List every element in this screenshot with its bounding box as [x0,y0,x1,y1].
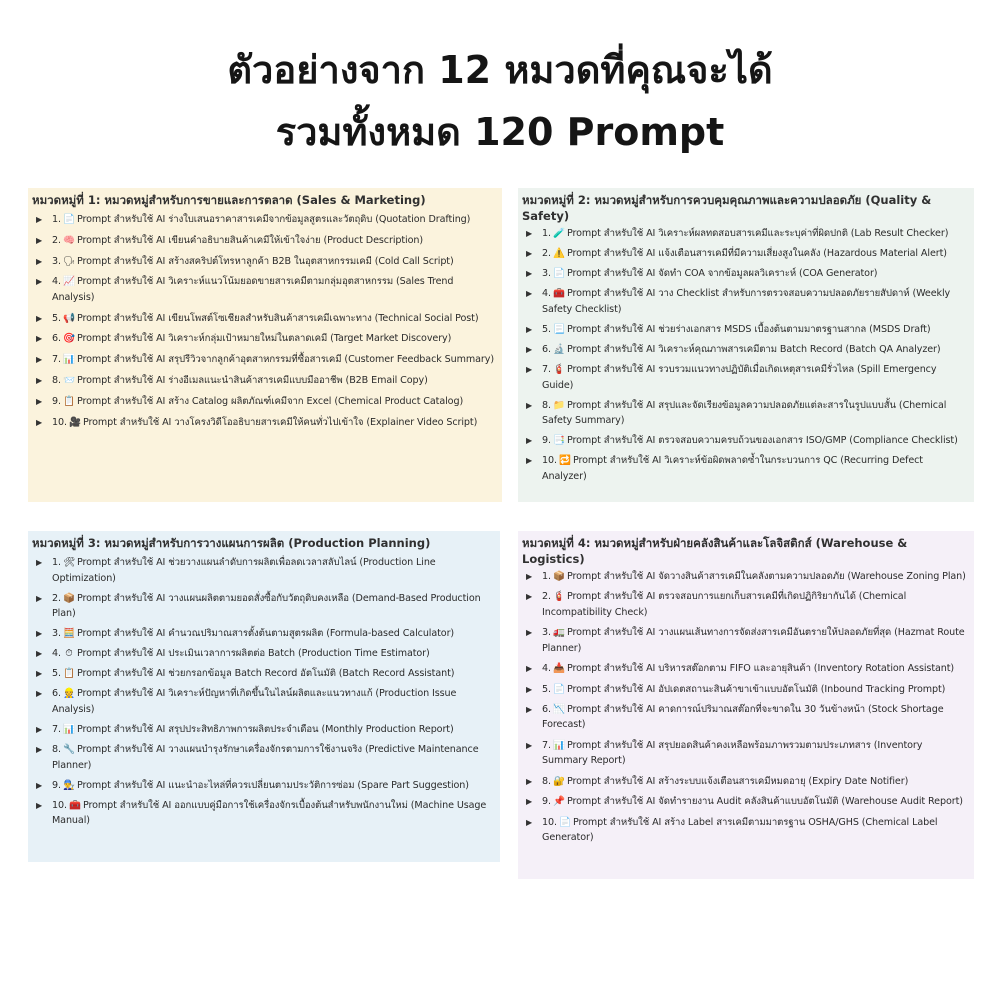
item-text: Prompt สำหรับใช้ AI สรุปประสิทธิภาพการผลิตประจำเดือน (Monthly Production Report) [76,724,454,736]
item-number: 3. [52,628,61,640]
toggle-triangle-icon[interactable]: ▶ [36,215,43,224]
prompt-list-item[interactable] [522,738,970,769]
item-number: 3. [542,268,551,280]
item-emoji-icon: 🧯 [553,591,565,603]
item-number: 2. [52,592,61,604]
prompt-list-item[interactable] [522,362,970,393]
category-panel-sales-marketing [28,188,502,502]
prompt-list-item[interactable] [32,311,498,327]
item-emoji-icon: 📦 [553,571,565,582]
prompt-list-item[interactable] [522,433,970,449]
item-emoji-icon: 📢 [63,312,75,324]
item-text: Prompt สำหรับใช้ AI เขียนคำอธิบายสินค้าเคมีให้เข้าใจง่าย (Product Description) [76,234,423,246]
item-number: 7. [542,364,551,376]
prompt-list-item[interactable] [522,226,970,242]
toggle-triangle-icon[interactable]: ▶ [36,376,43,386]
toggle-triangle-icon[interactable]: ▶ [36,593,43,603]
item-emoji-icon: 📨 [63,375,75,387]
item-text: Prompt สำหรับใช้ AI สร้าง Catalog ผลิตภัณฑ์เคมีจาก Excel (Chemical Product Catalog) [76,395,464,407]
item-number: 6. [52,688,61,700]
prompt-list-item[interactable] [522,246,970,262]
toggle-triangle-icon[interactable]: ▶ [526,776,533,786]
prompt-list-item[interactable] [32,274,498,305]
item-text: Prompt สำหรับใช้ AI ออกแบบคู่มือการใช้เครื่องจักรเบื้องต้นสำหรับพนักงานใหม่ (Machine Usage Manual) [52,799,487,827]
toggle-triangle-icon[interactable]: ▶ [526,684,533,694]
item-text: Prompt สำหรับใช้ AI ประเมินเวลาการผลิตต่อ Batch (Production Time Estimator) [76,648,430,660]
prompt-list-item[interactable] [32,331,498,347]
item-emoji-icon: 📊 [63,354,75,366]
item-emoji-icon: 📃 [553,323,565,335]
prompt-list-item[interactable] [522,702,970,733]
prompt-list-item[interactable] [32,233,498,249]
toggle-triangle-icon[interactable]: ▶ [526,229,533,238]
item-emoji-icon: 👷 [63,688,75,700]
toggle-triangle-icon[interactable]: ▶ [526,664,533,674]
item-text: Prompt สำหรับใช้ AI จัดวางสินค้าสารเคมีในคลังตามความปลอดภัย (Warehouse Zoning Plan) [566,571,966,582]
prompt-list-item[interactable] [522,682,970,698]
category-title: หมวดหมู่ที่ 4: หมวดหมู่สำหรับฝ่ายคลังสินค้าและโลจิสติกส์ (Warehouse & Logistics) [522,536,908,566]
item-number: 5. [52,668,61,680]
item-text: Prompt สำหรับใช้ AI ช่วยร่างเอกสาร MSDS เบื้องต้นตามมาตรฐานสากล (MSDS Draft) [566,323,931,335]
prompt-list-item[interactable] [32,742,496,773]
toggle-triangle-icon[interactable]: ▶ [36,334,43,344]
item-text: Prompt สำหรับใช้ AI คำนวณปริมาณสารตั้งต้นตามสูตรผลิต (Formula-based Calculator) [76,628,455,640]
category-panel-warehouse-logistics [518,531,974,879]
item-emoji-icon: 🔬 [553,343,565,355]
prompt-list-item[interactable] [32,591,496,622]
toggle-triangle-icon[interactable]: ▶ [36,355,43,365]
item-text: Prompt สำหรับใช้ AI สรุปรีวิวจากลูกค้าอุตสาหกรรมที่ซื้อสารเคมี (Customer Feedback Summary) [76,354,494,366]
toggle-triangle-icon[interactable]: ▶ [526,324,533,334]
item-number: 4. [52,276,61,288]
item-text: Prompt สำหรับใช้ AI ช่วยวางแผนลำดับการผลิตเพื่อลดเวลาสลับไลน์ (Production Line Optimization) [52,557,436,584]
toggle-triangle-icon[interactable]: ▶ [36,725,43,735]
item-emoji-icon: 📦 [63,592,75,604]
item-emoji-icon: 📁 [553,399,565,411]
toggle-triangle-icon[interactable]: ▶ [36,745,43,755]
toggle-triangle-icon[interactable]: ▶ [36,277,43,287]
toggle-triangle-icon[interactable]: ▶ [526,592,533,602]
item-emoji-icon: 📄 [553,268,565,280]
prompt-list-item[interactable] [522,398,970,429]
item-number: 9. [542,435,551,447]
item-text: Prompt สำหรับใช้ AI วิเคราะห์แนวโน้มยอดขายสารเคมีตามกลุ่มอุตสาหกรรม (Sales Trend Analysis) [52,276,454,303]
item-emoji-icon: 🧮 [63,628,75,640]
item-number: 1. [52,214,61,225]
toggle-triangle-icon[interactable]: ▶ [36,256,43,266]
prompt-list-item[interactable] [32,373,498,389]
item-text: Prompt สำหรับใช้ AI แจ้งเตือนสารเคมีที่มีความเสี่ยงสูงในคลัง (Hazardous Material Alert) [566,248,947,260]
item-emoji-icon: 📋 [63,668,75,680]
item-number: 6. [542,343,551,355]
item-emoji-icon: 🧰 [553,288,565,300]
toggle-triangle-icon[interactable]: ▶ [526,704,533,714]
prompt-list-item[interactable] [522,661,970,677]
toggle-triangle-icon[interactable]: ▶ [36,313,43,323]
item-text: Prompt สำหรับใช้ AI บริหารสต๊อกตาม FIFO และอายุสินค้า (Inventory Rotation Assistant) [566,663,955,675]
prompt-list-item[interactable] [522,266,970,282]
item-emoji-icon: 🔐 [553,775,565,787]
item-text: Prompt สำหรับใช้ AI วิเคราะห์คุณภาพสารเคมีตาม Batch Record (Batch QA Analyzer) [566,343,941,355]
item-text: Prompt สำหรับใช้ AI ร่างใบเสนอราคาสารเคมีจากข้อมูลสูตรและวัตถุดิบ (Quotation Drafting) [76,214,471,225]
item-text: Prompt สำหรับใช้ AI สรุปและจัดเรียงข้อมูลความปลอดภัยแต่ละสารในรูปแบบสั้น (Chemical Safety Summary) [542,399,947,427]
item-number: 8. [542,399,551,411]
item-number: 6. [52,333,61,345]
prompt-list-item[interactable] [32,394,498,410]
item-number: 5. [542,683,551,695]
item-emoji-icon: 📑 [553,435,565,447]
item-number: 10. [52,416,67,428]
category-panel-quality-safety [518,188,974,502]
item-text: Prompt สำหรับใช้ AI วิเคราะห์ปัญหาที่เกิดขึ้นในไลน์ผลิตและแนวทางแก้ (Production Issue Analysis) [52,688,457,715]
prompt-list-item[interactable] [522,774,970,790]
prompt-list-item[interactable] [522,453,970,484]
item-number: 8. [542,775,551,787]
toggle-triangle-icon[interactable]: ▶ [36,235,43,245]
item-emoji-icon: 🧠 [63,234,75,246]
item-emoji-icon: 📥 [553,663,565,675]
item-text: Prompt สำหรับใช้ AI วางแผนผลิตตามยอดสั่งซื้อกับวัตถุดิบคงเหลือ (Demand-Based Production Plan) [52,592,481,620]
toggle-triangle-icon[interactable]: ▶ [526,797,533,807]
toggle-triangle-icon[interactable]: ▶ [36,558,43,567]
item-text: Prompt สำหรับใช้ AI จัดทำ COA จากข้อมูลผลวิเคราะห์ (COA Generator) [566,268,878,280]
prompt-list-item[interactable] [522,569,970,585]
item-text: Prompt สำหรับใช้ AI ร่างอีเมลแนะนำสินค้าสารเคมีแบบมืออาชีพ (B2B Email Copy) [76,375,428,387]
item-number: 1. [542,571,551,582]
item-emoji-icon: 📊 [553,739,565,751]
item-number: 8. [52,744,61,756]
item-number: 2. [542,248,551,260]
item-number: 1. [542,228,551,239]
item-text: Prompt สำหรับใช้ AI สรุปยอดสินค้าคงเหลือพร้อมภาพรวมตามประเภทสาร (Inventory Summary Report) [542,739,923,767]
prompt-list [32,212,498,430]
item-emoji-icon: 🧯 [553,364,565,376]
item-emoji-icon: 📄 [553,683,565,695]
item-emoji-icon: 📉 [553,703,565,715]
prompt-list-item[interactable] [32,646,496,662]
toggle-triangle-icon[interactable]: ▶ [526,817,533,827]
item-text: Prompt สำหรับใช้ AI วาง Checklist สำหรับการตรวจสอบความปลอดภัยรายสัปดาห์ (Weekly Safety Checklist) [542,288,951,315]
item-number: 4. [542,663,551,675]
item-number: 7. [52,354,61,366]
item-emoji-icon: 📄 [559,816,571,828]
toggle-triangle-icon[interactable]: ▶ [526,400,533,410]
prompt-list [522,569,970,846]
item-text: Prompt สำหรับใช้ AI ตรวจสอบความครบถ้วนของเอกสาร ISO/GMP (Compliance Checklist) [566,435,958,447]
item-emoji-icon: 📋 [63,395,75,407]
item-text: Prompt สำหรับใช้ AI ตรวจสอบการแยกเก็บสารเคมีที่เกิดปฏิกิริยากันได้ (Chemical Incompatibility Check) [542,591,907,618]
item-number: 2. [542,591,551,603]
toggle-triangle-icon[interactable]: ▶ [36,780,43,790]
prompt-list-item[interactable] [32,254,498,270]
prompt-list-item[interactable] [32,212,498,228]
toggle-triangle-icon[interactable]: ▶ [36,669,43,679]
toggle-triangle-icon[interactable]: ▶ [36,649,43,659]
item-number: 9. [52,395,61,407]
item-text: Prompt สำหรับใช้ AI รวบรวมแนวทางปฏิบัติเมื่อเกิดเหตุสารเคมีรั่วไหล (Spill Emergency Guide) [542,364,937,391]
item-emoji-icon: 👨‍🔧 [63,779,75,791]
item-number: 5. [542,323,551,335]
prompt-list-item[interactable] [32,686,496,717]
prompt-list-item[interactable] [522,342,970,358]
toggle-triangle-icon[interactable]: ▶ [526,344,533,354]
item-emoji-icon: 📈 [63,276,75,288]
item-text: Prompt สำหรับใช้ AI อัปเดตสถานะสินค้าขาเข้าแบบอัตโนมัติ (Inbound Tracking Prompt) [566,683,946,695]
toggle-triangle-icon[interactable]: ▶ [36,417,43,427]
item-emoji-icon: 🗣 [62,255,76,267]
category-title: หมวดหมู่ที่ 3: หมวดหมู่สำหรับการวางแผนการผลิต (Production Planning) [32,536,431,550]
item-text: Prompt สำหรับใช้ AI วิเคราะห์ข้อผิดพลาดซ้ำในกระบวนการ QC (Recurring Defect Analyzer) [542,455,923,482]
item-emoji-icon: ⚠️ [553,248,565,260]
prompt-list [522,226,970,484]
item-emoji-icon: ⏱ [65,648,73,660]
item-number: 5. [52,312,61,324]
item-number: 9. [542,796,551,808]
item-number: 8. [52,375,61,387]
item-text: Prompt สำหรับใช้ AI วิเคราะห์กลุ่มเป้าหมายใหม่ในตลาดเคมี (Target Market Discovery) [76,333,452,345]
prompt-list-item[interactable] [32,798,496,829]
item-text: Prompt สำหรับใช้ AI จัดทำรายงาน Audit คลังสินค้าแบบอัตโนมัติ (Warehouse Audit Report) [566,796,963,808]
prompt-list-item[interactable] [32,722,496,738]
toggle-triangle-icon[interactable]: ▶ [526,249,533,259]
item-emoji-icon: 🔧 [63,744,75,756]
item-text: Prompt สำหรับใช้ AI สร้างสคริปต์โทรหาลูกค้า B2B ในอุตสาหกรรมเคมี (Cold Call Script) [76,255,454,267]
item-number: 10. [542,455,557,467]
item-text: Prompt สำหรับใช้ AI คาดการณ์ปริมาณสต๊อกที่จะขาดใน 30 วันข้างหน้า (Stock Shortage Forecast) [542,703,944,731]
headline-line-2: รวมทั้งหมด 120 Prompt [275,110,725,154]
item-emoji-icon: 📄 [63,214,75,225]
item-text: Prompt สำหรับใช้ AI วางโครงวิดีโออธิบายสารเคมีให้คนทั่วไปเข้าใจ (Explainer Video Script) [82,416,478,428]
prompt-list-item[interactable] [32,626,496,642]
item-number: 3. [52,255,61,267]
prompt-list-item[interactable] [32,555,496,586]
headline-line-1: ตัวอย่างจาก 12 หมวดที่คุณจะได้ [227,48,773,92]
item-emoji-icon: 📌 [553,796,565,808]
item-number: 4. [542,288,551,300]
prompt-list-item[interactable] [32,666,496,682]
prompt-list-item[interactable] [522,286,970,317]
prompt-list-item[interactable] [522,589,970,620]
toggle-triangle-icon[interactable]: ▶ [36,396,43,406]
item-text: Prompt สำหรับใช้ AI สร้างระบบแจ้งเตือนสารเคมีหมดอายุ (Expiry Date Notifier) [566,775,909,787]
toggle-triangle-icon[interactable]: ▶ [526,740,533,750]
toggle-triangle-icon[interactable]: ▶ [526,572,533,581]
prompt-list-item[interactable] [32,415,498,431]
item-text: Prompt สำหรับใช้ AI สร้าง Label สารเคมีตามมาตรฐาน OSHA/GHS (Chemical Label Generator) [542,816,938,844]
category-title: หมวดหมู่ที่ 2: หมวดหมู่สำหรับการควบคุมคุณภาพและความปลอดภัย (Quality & Safety) [522,193,932,223]
prompt-list [32,555,496,829]
item-emoji-icon: 🎥 [69,416,81,428]
item-emoji-icon: 🔁 [559,455,571,467]
item-number: 7. [52,724,61,736]
item-number: 10. [542,816,557,828]
prompt-list-item[interactable] [522,322,970,338]
prompt-list-item[interactable] [522,794,970,810]
toggle-triangle-icon[interactable]: ▶ [36,800,43,810]
toggle-triangle-icon[interactable]: ▶ [526,628,533,638]
item-emoji-icon: 🧰 [69,799,81,811]
toggle-triangle-icon[interactable]: ▶ [526,289,533,299]
item-number: 2. [52,234,61,246]
toggle-triangle-icon[interactable]: ▶ [526,365,533,375]
toggle-triangle-icon[interactable]: ▶ [36,629,43,639]
toggle-triangle-icon[interactable]: ▶ [36,689,43,699]
item-emoji-icon: 🚛 [553,627,565,639]
item-text: Prompt สำหรับใช้ AI วางแผนเส้นทางการจัดส่งสารเคมีอันตรายให้ปลอดภัยที่สุด (Hazmat Route Planner) [542,627,965,654]
item-number: 7. [542,739,551,751]
item-number: 1. [52,557,61,568]
item-emoji-icon: 🧪 [553,228,565,239]
category-panel-production-planning [28,531,500,862]
item-number: 3. [542,627,551,639]
item-number: 9. [52,779,61,791]
item-text: Prompt สำหรับใช้ AI แนะนำอะไหล่ที่ควรเปลี่ยนตามประวัติการซ่อม (Spare Part Suggestion) [76,779,469,791]
prompt-list-item[interactable] [522,625,970,656]
item-emoji-icon: 🛠 [62,557,76,568]
item-text: Prompt สำหรับใช้ AI เขียนโพสต์โซเชียลสำหรับสินค้าสารเคมีเฉพาะทาง (Technical Social Post) [76,312,479,324]
toggle-triangle-icon[interactable]: ▶ [526,269,533,279]
prompt-list-item[interactable] [32,778,496,794]
toggle-triangle-icon[interactable]: ▶ [526,436,533,446]
item-text: Prompt สำหรับใช้ AI ช่วยกรอกข้อมูล Batch Record อัตโนมัติ (Batch Record Assistant) [76,668,455,680]
item-number: 6. [542,703,551,715]
item-emoji-icon: 🎯 [63,333,75,345]
item-text: Prompt สำหรับใช้ AI วางแผนบำรุงรักษาเครื่องจักรตามการใช้งานจริง (Predictive Maintenance Planner) [52,744,479,771]
item-emoji-icon: 📊 [63,724,75,736]
prompt-list-item[interactable] [32,352,498,368]
item-number: 4. [52,648,61,660]
toggle-triangle-icon[interactable]: ▶ [526,456,533,466]
item-text: Prompt สำหรับใช้ AI วิเคราะห์ผลทดสอบสารเคมีและระบุค่าที่ผิดปกติ (Lab Result Checker) [566,228,949,239]
category-title: หมวดหมู่ที่ 1: หมวดหมู่สำหรับการขายและการตลาด (Sales & Marketing) [32,193,426,207]
item-number: 10. [52,799,67,811]
prompt-list-item[interactable] [522,815,970,846]
